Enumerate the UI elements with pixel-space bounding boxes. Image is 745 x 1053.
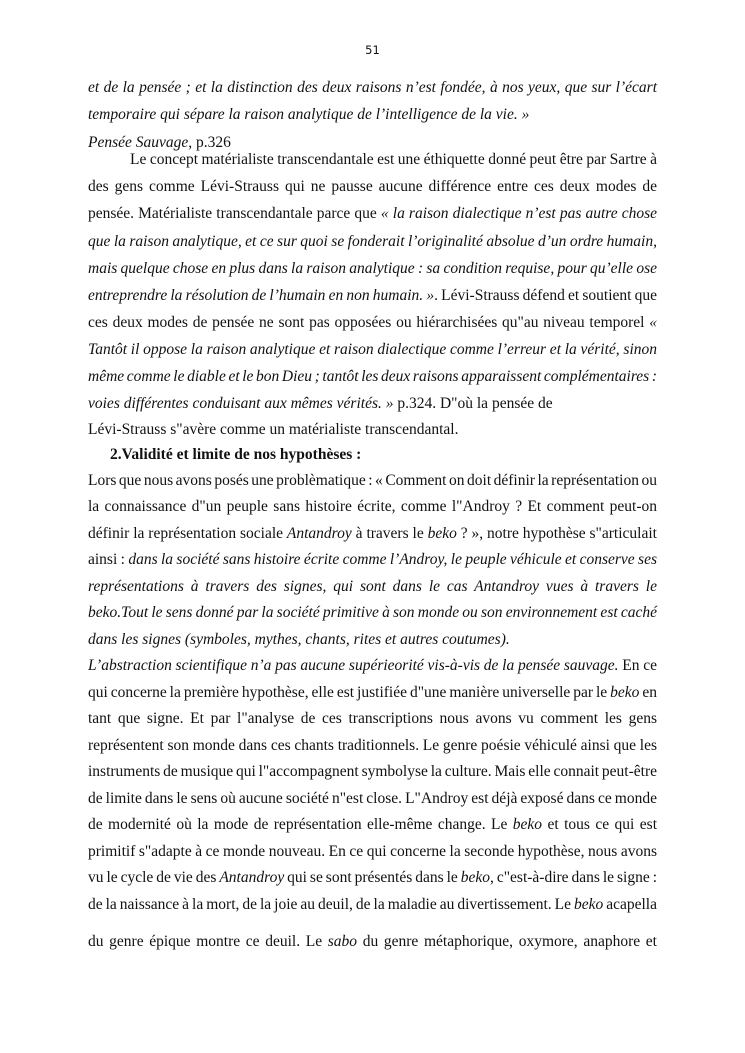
text-line <box>88 762 657 782</box>
text-segment: vu le cycle de vie des <box>88 869 220 886</box>
text-segment: primitif s"adapte à ce monde nouveau. En ce qui concerne la seconde hypothèse, nous avons <box>88 843 657 860</box>
italic-text-segment: beko <box>512 816 543 833</box>
text-segment: Lévi-Strauss s"avère comme un matérialiste transcendantal. <box>88 421 459 438</box>
text-line <box>88 868 657 888</box>
italic-text-segment: dans la société sans histoire écrite comme l’Androy, le peuple véhicule et conserve ses <box>128 551 657 568</box>
text-line <box>88 232 657 252</box>
italic-text-segment: entreprendre la résolution de l’humain en non humain. » <box>88 287 435 304</box>
text-line <box>88 683 657 703</box>
italic-text-segment: beko <box>573 896 604 913</box>
text-segment: à travers le <box>351 525 428 542</box>
text-line <box>88 736 657 756</box>
italic-text-segment: beko <box>460 869 490 886</box>
text-segment: du genre métaphorique, oxymore, anaphore et <box>357 933 657 951</box>
text-line <box>88 789 657 809</box>
text-line <box>88 656 657 676</box>
text-segment: de modernité où la mode de représentation elle-même change. Le <box>88 816 513 833</box>
text-line <box>88 709 657 729</box>
text-segment: des gens comme Lévi-Strauss qui ne pausse aucune différence entre ces deux modes de <box>88 178 657 195</box>
text-line <box>88 177 657 197</box>
italic-text-segment: beko <box>610 684 640 701</box>
text-segment: Le concept matérialiste transcendantale est une éthiquette donné peut être par Sartre à <box>130 151 657 168</box>
text-segment: pensée. Matérialiste transcendantale parce que <box>88 205 381 222</box>
text-line <box>88 603 657 623</box>
text-segment: ? », notre hypothèse s"articulait <box>456 525 657 542</box>
text-segment: . Lévi-Strauss défend et soutient que <box>434 287 657 304</box>
text-line <box>88 524 657 544</box>
text-segment: Lors que nous avons posés une problèmatique : « Comment on doit définir la représentation ou <box>88 472 657 489</box>
text-line <box>88 259 657 279</box>
italic-text-segment: Tantôt il oppose la raison analytique et raison dialectique comme l’erreur et la vérité, sinon <box>88 341 657 358</box>
text-line <box>88 286 657 306</box>
text-segment: , c"est-à-dire dans le signe : <box>490 869 657 886</box>
italic-text-segment: Antandroy <box>219 869 285 886</box>
text-line <box>88 105 529 125</box>
text-line <box>88 550 657 570</box>
text-segment: instruments de musique qui l"accompagnent symbolyse la culture. Mais elle connait peut-être <box>88 763 657 780</box>
italic-text-segment: Antandroy <box>286 525 352 542</box>
text-line <box>88 895 657 915</box>
text-line <box>88 78 657 98</box>
text-segment: ainsi : <box>88 551 129 568</box>
text-segment: qui concerne la première hypothèse, elle est justifiée d"une manière universelle par le <box>88 684 611 701</box>
italic-text-segment: « la raison dialectique n’est pas autre chose <box>380 205 657 222</box>
section-heading <box>110 445 361 465</box>
text-line <box>88 313 657 333</box>
text-segment: de limite dans le sens où aucune société n"est close. L"Androy est déjà exposé dans ce monde <box>88 790 657 807</box>
italic-text-segment: dans les signes (symboles, mythes, chants, rites et autres coutumes). <box>88 631 510 648</box>
text-line <box>88 630 510 650</box>
text-line <box>88 367 657 387</box>
page-number: 51 <box>365 43 380 57</box>
italic-text-segment: L’abstraction scientifique n’a pas aucune supérieorité vis-à-vis de la pensée sauvage. <box>88 657 619 674</box>
text-segment: En ce <box>618 657 657 674</box>
italic-text-segment: « <box>649 314 657 331</box>
italic-text-segment: même comme le diable et le bon Dieu ; tantôt les deux raisons apparaissent complémentaires : <box>88 368 657 385</box>
italic-text-segment: mais quelque chose en plus dans la raison analytique : sa condition requise, pour qu’elle ose <box>88 260 657 277</box>
text-segment: représentent son monde dans ces chants traditionnels. Le genre poésie véhiculé ainsi que les <box>88 737 657 754</box>
text-line <box>88 420 458 440</box>
text-line <box>88 204 657 224</box>
text-segment: de la naissance à la mort, de la joie au deuil, de la maladie au divertissement. Le <box>88 896 574 913</box>
text-segment: la connaissance d"un peuple sans histoire écrite, comme l"Androy ? Et comment peut-on <box>88 498 657 515</box>
text-segment: p.324. D"où la pensée de <box>393 395 553 412</box>
text-line <box>88 340 657 360</box>
text-line <box>88 577 657 597</box>
text-line <box>88 394 553 414</box>
text-line <box>130 150 657 170</box>
italic-text-segment: beko.Tout le sens donné par la société primitive à son monde ou son environnement est caché <box>88 604 657 621</box>
text-segment: en <box>639 684 657 701</box>
text-segment: du genre épique montre ce deuil. Le <box>88 933 328 951</box>
italic-text-segment: Pensée Sauvage <box>88 134 189 151</box>
italic-text-segment: et de la pensée ; et la distinction des deux raisons n’est fondée, à nos yeux, que sur l’écart <box>88 79 657 96</box>
text-segment: définir la représentation sociale <box>88 525 287 542</box>
text-line <box>88 932 657 952</box>
text-line <box>88 842 657 862</box>
text-segment: tant que signe. Et par l"analyse de ces transcriptions nous avons vu comment les gens <box>88 710 657 727</box>
text-segment: ces deux modes de pensée ne sont pas opposées ou hiérarchisées qu"au niveau temporel <box>88 314 650 331</box>
italic-text-segment: sabo <box>327 933 358 951</box>
bold-text-segment: 2.Validité et limite de nos hypothèses : <box>110 446 362 463</box>
italic-text-segment: que la raison analytique, et ce sur quoi se fonderait l’originalité absolue d’un ordre humain, <box>88 233 657 250</box>
italic-text-segment: beko <box>427 525 457 542</box>
text-segment: et tous ce qui est <box>542 816 657 833</box>
text-segment: acapella <box>603 896 657 913</box>
italic-text-segment: voies différentes conduisant aux mêmes vérités. » <box>88 395 394 412</box>
text-segment: , p.326 <box>188 134 231 151</box>
italic-text-segment: temporaire qui sépare la raison analytique de l’intelligence de la vie. » <box>88 106 530 123</box>
text-segment: qui se sont présentés dans le <box>284 869 461 886</box>
text-line <box>88 497 657 517</box>
italic-text-segment: représentations à travers des signes, qui sont dans le cas Antandroy vues à travers le <box>88 578 657 595</box>
text-line <box>88 815 657 835</box>
text-line <box>88 471 657 491</box>
